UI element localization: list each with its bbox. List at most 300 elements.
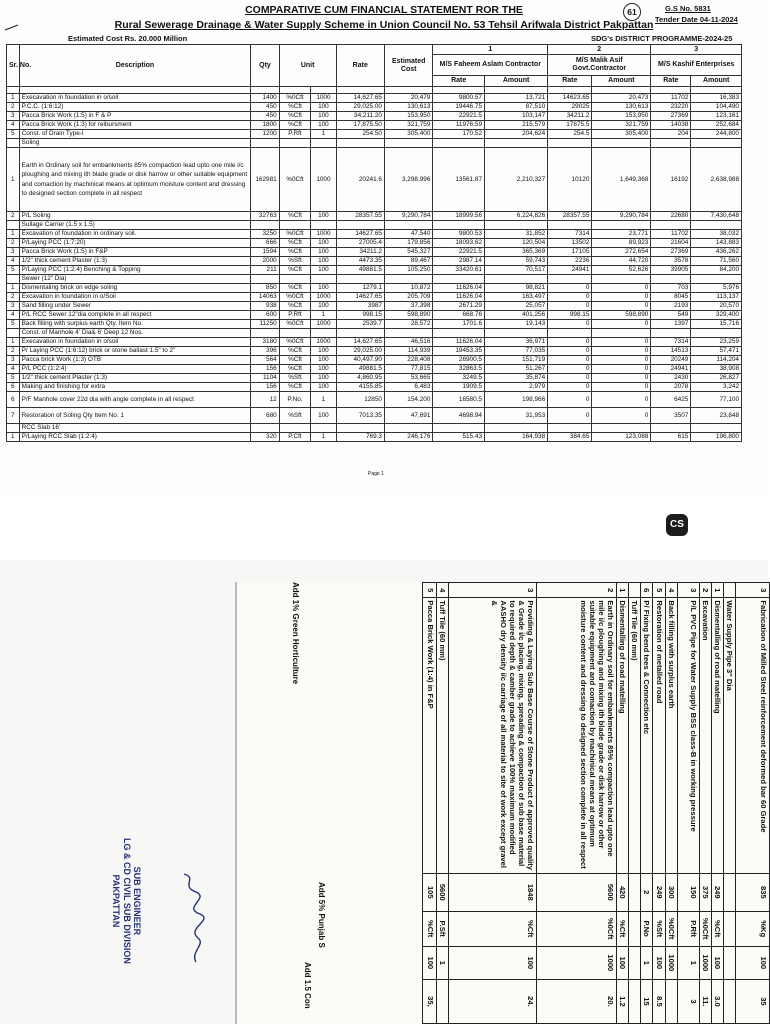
p2-row-rate: 3: [677, 979, 699, 1023]
row-sr: 1: [7, 338, 20, 347]
row-description: Excavation of foundation in ordinary soil.: [19, 230, 251, 239]
row-qty: 396: [251, 347, 279, 356]
c3-amount: 57,471: [691, 347, 742, 356]
table-row: [7, 347, 742, 356]
row-qty: 1200: [251, 130, 279, 139]
p2-row-rate: 11.: [699, 979, 711, 1023]
row-estimated-cost: 305,400: [384, 130, 432, 139]
row-rate: 4473.35: [336, 257, 384, 266]
c2-amount: 0: [592, 293, 651, 302]
c3-amount: 5,976: [691, 284, 742, 293]
table-row: [7, 293, 742, 302]
empty-cell: [336, 139, 384, 148]
table-row: [7, 302, 742, 311]
row-qty: 1594: [251, 248, 279, 257]
row-rate: 14,627.65: [336, 94, 384, 103]
c1-amount: 59,743: [485, 257, 548, 266]
row-rate: 14,627.65: [336, 338, 384, 347]
row-description: Restoration of Soling Qty Item No. 1: [19, 408, 251, 424]
p2-row-qty: 835: [736, 874, 770, 911]
empty-cell: [384, 329, 432, 338]
p2-row-description: Back filling with surplus earth: [665, 598, 677, 874]
row-rate: 3987: [336, 302, 384, 311]
row-description: Earth in Ordinary soil for embankments 85% compaction lead upto one mile i/c ploughing and mixing ith blade grade or disk harrow or other suitable equipment and comaction by machinical means at optimum moisture content and dressing to designed section complete in all respect: [19, 148, 251, 212]
empty-cell: [592, 221, 651, 230]
table-row: [7, 112, 742, 121]
row-description: P/Laying PCC (1:7:20): [19, 239, 251, 248]
p2-row-qty: 300: [665, 874, 677, 911]
c3-rate: 21604: [651, 239, 691, 248]
table-row: [641, 583, 653, 1024]
empty-cell: [651, 424, 691, 433]
table-row: [7, 356, 742, 365]
statement-page-1: [0, 0, 768, 497]
c1-amount: 31,953: [485, 408, 548, 424]
row-sr: 2: [7, 239, 20, 248]
row-rate: 49881.5: [336, 266, 384, 275]
c1-rate: 33420.61: [433, 266, 485, 275]
p2-row-unit-per: [629, 946, 641, 979]
c3-amount: 20,570: [691, 302, 742, 311]
c2-amount: 598,890: [592, 311, 651, 320]
empty-cell: [7, 275, 20, 284]
p2-row-number: 3: [677, 583, 699, 598]
row-sr: 7: [7, 408, 20, 424]
p2-row-qty: 249: [711, 874, 723, 911]
row-qty: 850: [251, 284, 279, 293]
row-sr: 4: [7, 311, 20, 320]
row-qty: 162981: [251, 148, 279, 212]
handwritten-signature: [176, 868, 216, 968]
empty-cell: [311, 221, 336, 230]
p2-row-number: 3: [449, 583, 537, 598]
c1-rate: 19446.75: [433, 103, 485, 112]
section-row: [7, 329, 742, 338]
c3-amount: 114,204: [691, 356, 742, 365]
c1-amount: 25,057: [485, 302, 548, 311]
table-row: [449, 583, 537, 1024]
gs-number: G.S No. 5831: [665, 4, 711, 13]
row-unit-per: 100: [311, 284, 336, 293]
row-rate: 2539.7: [336, 320, 384, 329]
c2-rate: 17875.5: [548, 121, 592, 130]
c3-amount: 143,883: [691, 239, 742, 248]
p2-row-unit: [723, 911, 735, 946]
table-row: [7, 130, 742, 139]
empty-cell: [311, 424, 336, 433]
p2-row-description: Tuff Tile (60 mm): [437, 598, 449, 874]
empty-cell: [485, 275, 548, 284]
table-row: [7, 374, 742, 383]
row-rate: 27005.4: [336, 239, 384, 248]
c2-rate: 14623.65: [548, 94, 592, 103]
p2-row-description: Water Supply Pipe 3" Dia: [723, 598, 735, 874]
c3-rate: 16192: [651, 148, 691, 212]
empty-cell: [336, 87, 384, 94]
row-estimated-cost: 545,327: [384, 248, 432, 257]
row-rate: 20241.6: [336, 148, 384, 212]
table-row: [7, 239, 742, 248]
p2-row-qty: 105: [423, 874, 437, 911]
table-row: [7, 392, 742, 408]
c2-rate: 29025: [548, 103, 592, 112]
row-unit-per: 100: [311, 302, 336, 311]
empty-cell: [691, 275, 742, 284]
c2-rate: 7314: [548, 230, 592, 239]
row-description: Excavation in foundation in o/Soil: [19, 293, 251, 302]
row-qty: 680: [251, 408, 279, 424]
c1-amount: 164,938: [485, 433, 548, 442]
row-estimated-cost: 89,467: [384, 257, 432, 266]
row-rate: 998.15: [336, 311, 384, 320]
row-estimated-cost: 321,759: [384, 121, 432, 130]
c2-rate: 28357.55: [548, 212, 592, 221]
p2-row-unit: P.No: [641, 911, 653, 946]
empty-cell: [485, 424, 548, 433]
c2-amount: 0: [592, 408, 651, 424]
c3-amount: 38,908: [691, 365, 742, 374]
c3-amount: 15,716: [691, 320, 742, 329]
empty-cell: [311, 275, 336, 284]
c3-rate: 615: [651, 433, 691, 442]
row-unit: %0Cft: [279, 230, 311, 239]
row-unit-per: 1: [311, 433, 336, 442]
empty-cell: [279, 87, 311, 94]
row-unit-per: 100: [311, 408, 336, 424]
row-unit: P.Rft: [279, 311, 311, 320]
section-heading: Const. of Manhole 4' Dia& 6' Deep 12 Nos.: [19, 329, 251, 338]
empty-cell: [691, 424, 742, 433]
empty-cell: [548, 87, 592, 94]
p2-row-description: Restoration of metalled road: [653, 598, 665, 874]
row-description: Back filling with surpius earth Qty. Item No.: [19, 320, 251, 329]
row-rate: 29,025.00: [336, 347, 384, 356]
table-row: [7, 338, 742, 347]
official-stamp: [111, 838, 142, 964]
c2-rate: 0: [548, 365, 592, 374]
table-row: [423, 583, 437, 1024]
p2-row-description: Dismentalling of road matelling: [711, 598, 723, 874]
c1-rate: 22921.5: [433, 248, 485, 257]
p2-row-unit: %Cft: [423, 911, 437, 946]
row-rate: 14627.65: [336, 230, 384, 239]
row-sr: 1: [7, 230, 20, 239]
row-sr: 3: [7, 112, 20, 121]
row-sr: 2: [7, 103, 20, 112]
row-description: 1/2" thick cement Plaster (1:3): [19, 374, 251, 383]
row-estimated-cost: 77,815: [384, 365, 432, 374]
p2-row-unit-per: 1000: [537, 946, 617, 979]
c1-rate: 4698.94: [433, 408, 485, 424]
row-description: 1/2" thick cement Plaster (1:3): [19, 257, 251, 266]
row-unit-per: 100: [311, 356, 336, 365]
empty-cell: [651, 275, 691, 284]
c1-rate: 32863.5: [433, 365, 485, 374]
table-row: [7, 383, 742, 392]
c3-rate: 14038: [651, 121, 691, 130]
section-heading: Sullage Carrier (1.5 x 1.5): [19, 221, 251, 230]
empty-cell: [433, 87, 485, 94]
empty-cell: [433, 424, 485, 433]
row-unit: %0Cft: [279, 94, 311, 103]
row-unit-per: 1000: [311, 94, 336, 103]
c3-rate: 1397: [651, 320, 691, 329]
contractor-3-name: M/S Kashif Enterprises: [651, 55, 742, 76]
empty-cell: [279, 221, 311, 230]
table-row: [7, 433, 742, 442]
c2-amount: 321,759: [592, 121, 651, 130]
p2-row-unit-per: 100: [449, 946, 537, 979]
table-row: [617, 583, 629, 1024]
row-description: Dismentaling brick on edge soling: [19, 284, 251, 293]
section-row: [7, 221, 742, 230]
row-qty: 2000: [251, 257, 279, 266]
c1-rate-header: Rate: [433, 76, 485, 87]
p2-row-number: 2: [537, 583, 617, 598]
c1-rate: 3249.5: [433, 374, 485, 383]
table-row: [665, 583, 677, 1024]
c1-rate: 19453.35: [433, 347, 485, 356]
row-qty: 938: [251, 302, 279, 311]
c3-rate: 2430: [651, 374, 691, 383]
empty-cell: [311, 87, 336, 94]
contractor-1-number: 1: [433, 45, 548, 55]
empty-cell: [651, 221, 691, 230]
row-description: P/Laying RCC Slab (1:2:4): [19, 433, 251, 442]
c3-amount: 2,638,988: [691, 148, 742, 212]
camscanner-logo: CS: [666, 514, 688, 536]
p2-row-unit: P.Rft: [677, 911, 699, 946]
c2-rate: 0: [548, 408, 592, 424]
c2-amount: 52,626: [592, 266, 651, 275]
contractor-1-name: M/S Faheem Aslam Contractor: [433, 55, 548, 76]
c2-rate: 0: [548, 284, 592, 293]
row-sr: 4: [7, 365, 20, 374]
section-row: [7, 424, 742, 433]
c2-amount: 0: [592, 356, 651, 365]
p2-row-number: [723, 583, 735, 598]
c1-amount: 2,210,327: [485, 148, 548, 212]
row-sr: 1: [7, 284, 20, 293]
table-row: [7, 266, 742, 275]
row-qty: 1400: [251, 94, 279, 103]
row-qty: 32763: [251, 212, 279, 221]
p2-row-rate: [437, 979, 449, 1023]
empty-cell: [384, 424, 432, 433]
c2-rate: 0: [548, 356, 592, 365]
row-estimated-cost: 153,950: [384, 112, 432, 121]
c2-amount: 305,400: [592, 130, 651, 139]
row-unit-per: 1: [311, 130, 336, 139]
row-unit-per: 100: [311, 103, 336, 112]
c1-amount: 401,256: [485, 311, 548, 320]
empty-cell: [384, 87, 432, 94]
row-unit: %Cft: [279, 112, 311, 121]
c2-amount: 0: [592, 320, 651, 329]
empty-cell: [548, 424, 592, 433]
c2-amount: 1,649,368: [592, 148, 651, 212]
c1-rate: 11626.04: [433, 284, 485, 293]
table-row: [7, 248, 742, 257]
c3-rate: 11702: [651, 230, 691, 239]
row-unit: %Cft: [279, 121, 311, 130]
c1-amount: 13,721: [485, 94, 548, 103]
col-sr: Sr. No.: [7, 45, 20, 87]
empty-cell: [311, 139, 336, 148]
row-sr: 4: [7, 257, 20, 266]
p2-row-unit: %Sft: [653, 911, 665, 946]
row-description: P/L Soling: [19, 212, 251, 221]
row-qty: 450: [251, 112, 279, 121]
c2-amount: 0: [592, 302, 651, 311]
row-estimated-cost: 53,665: [384, 374, 432, 383]
row-rate: 12850: [336, 392, 384, 408]
row-rate: 4155.85: [336, 383, 384, 392]
row-estimated-cost: 37,398: [384, 302, 432, 311]
c1-rate: 2671.29: [433, 302, 485, 311]
row-unit: P.Cft: [279, 433, 311, 442]
row-sr: 1: [7, 148, 20, 212]
empty-cell: [548, 221, 592, 230]
section-row: [7, 139, 742, 148]
row-description: Making and finishing for extra: [19, 383, 251, 392]
row-sr: 2: [7, 293, 20, 302]
row-sr: 1: [7, 433, 20, 442]
p2-row-qty: [723, 874, 735, 911]
empty-cell: [433, 275, 485, 284]
p2-row-description: Dismentalling of road matelling: [617, 598, 629, 874]
p2-row-rate: 1.2: [617, 979, 629, 1023]
c3-rate: 23220: [651, 103, 691, 112]
empty-cell: [251, 424, 279, 433]
row-estimated-cost: 114,939: [384, 347, 432, 356]
empty-cell: [336, 275, 384, 284]
p2-row-unit: P.Sft: [437, 911, 449, 946]
c1-rate: 13561.87: [433, 148, 485, 212]
p2-row-number: 6: [641, 583, 653, 598]
c2-rate: 0: [548, 293, 592, 302]
c1-rate: 11626.04: [433, 293, 485, 302]
section-heading: Sewer (12" Dia): [19, 275, 251, 284]
stamp-line-2: LG & CD CIVIL SUB DIVISION: [121, 838, 132, 964]
row-unit: %Cft: [279, 103, 311, 112]
row-rate: 1279.1: [336, 284, 384, 293]
row-qty: 3180: [251, 338, 279, 347]
table-row: [629, 583, 641, 1024]
empty-cell: [592, 275, 651, 284]
c1-amount: 36,971: [485, 338, 548, 347]
row-unit-per: 100: [311, 257, 336, 266]
row-description: Pacca Brick Work (1:5) in F&P: [19, 248, 251, 257]
row-unit: %Cft: [279, 365, 311, 374]
row-estimated-cost: 154,200: [384, 392, 432, 408]
row-sr: 4: [7, 121, 20, 130]
empty-cell: [279, 275, 311, 284]
c2-amount: 20,473: [592, 94, 651, 103]
empty-cell: [336, 329, 384, 338]
page-2-paper: [235, 582, 770, 1024]
row-qty: 3250: [251, 230, 279, 239]
c3-rate: 8045: [651, 293, 691, 302]
p2-row-unit-per: 1000: [699, 946, 711, 979]
c3-amount: 84,200: [691, 266, 742, 275]
empty-cell: [592, 87, 651, 94]
table-row: [7, 257, 742, 266]
table-row: [723, 583, 735, 1024]
c1-amount: 365,369: [485, 248, 548, 257]
c3-amount: 436,262: [691, 248, 742, 257]
empty-cell: [19, 87, 251, 94]
page-2-table: [422, 582, 770, 1024]
empty-cell: [548, 139, 592, 148]
p2-row-rate: 20.: [537, 979, 617, 1023]
empty-cell: [433, 139, 485, 148]
table-body: [7, 87, 742, 442]
c2-amount: 0: [592, 338, 651, 347]
p2-row-number: 4: [665, 583, 677, 598]
c3-rate: 2193: [651, 302, 691, 311]
c3-amount: 113,137: [691, 293, 742, 302]
c1-amount: 198,966: [485, 392, 548, 408]
row-description: Execavation in foundation in o/soil: [19, 338, 251, 347]
c1-rate: 668.76: [433, 311, 485, 320]
c1-amount: 19,143: [485, 320, 548, 329]
p2-row-description: Providing & Laying Sub Base Course of Stone Product of approved quality & Grade i/c placing, mixing, spreading & compaction of sub base material to required depth & camber grade to achieve 100% maximum modified AASHO dry density i/c carriage of all material to site of work except gravel &: [449, 598, 537, 874]
c2-rate: 34211.2: [548, 112, 592, 121]
c3-amount: 7,430,648: [691, 212, 742, 221]
empty-cell: [336, 221, 384, 230]
row-rate: 769.3: [336, 433, 384, 442]
row-sr: 5: [7, 320, 20, 329]
row-unit: %Sft: [279, 408, 311, 424]
c1-rate: 26900.5: [433, 356, 485, 365]
p2-row-unit: %Cft: [711, 911, 723, 946]
row-description: Pacca brick Work (1:3) OTB: [19, 356, 251, 365]
c1-amount: 6,224,826: [485, 212, 548, 221]
c1-amount: 31,852: [485, 230, 548, 239]
empty-cell: [691, 139, 742, 148]
empty-cell: [279, 424, 311, 433]
empty-cell: [651, 87, 691, 94]
empty-cell: [651, 329, 691, 338]
c2-amount: 9,290,784: [592, 212, 651, 221]
table-row: [677, 583, 699, 1024]
row-unit-per: 100: [311, 248, 336, 257]
row-estimated-cost: 105,250: [384, 266, 432, 275]
c2-amount: 0: [592, 383, 651, 392]
c3-rate: 27369: [651, 112, 691, 121]
c3-amount: 77,100: [691, 392, 742, 408]
tender-date: Tender Date 04-11-2024: [655, 15, 738, 24]
row-qty: 12: [251, 392, 279, 408]
p2-row-rate: 24.: [449, 979, 537, 1023]
row-rate: 29,025.00: [336, 103, 384, 112]
c3-rate: 703: [651, 284, 691, 293]
statement-title: COMPARATIVE CUM FINANCIAL STATEMENT ROR THE: [245, 4, 523, 16]
c3-rate: 22680: [651, 212, 691, 221]
empty-cell: [251, 221, 279, 230]
row-qty: 1800: [251, 121, 279, 130]
c3-rate: 3578: [651, 257, 691, 266]
c3-amount: 104,490: [691, 103, 742, 112]
row-estimated-cost: 3,298,996: [384, 148, 432, 212]
row-unit-per: 1000: [311, 148, 336, 212]
p2-row-unit: %0Cft: [699, 911, 711, 946]
table-row: [7, 311, 742, 320]
row-unit: %Cft: [279, 266, 311, 275]
p2-row-qty: 150: [677, 874, 699, 911]
row-sr: 5: [7, 374, 20, 383]
